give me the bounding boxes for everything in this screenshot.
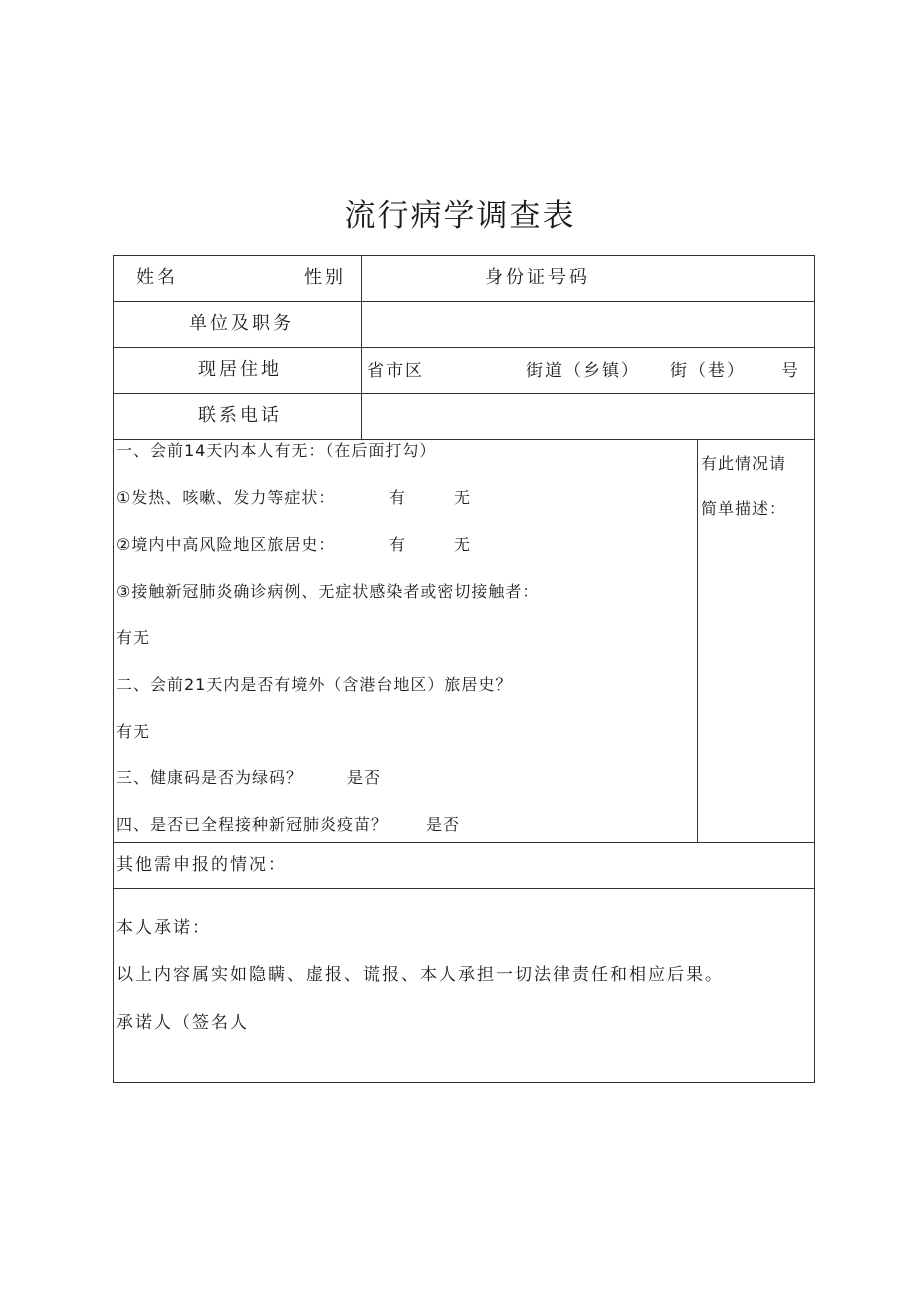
row-divider [114,842,814,843]
column-divider [361,256,362,439]
describe-hint-line-1: 有此情况请 [701,454,787,473]
question-1a-yes-option[interactable]: 有 [389,488,407,507]
province-city-district-text: 省市区 [367,361,424,381]
house-number-text: 号 [781,361,800,381]
question-1c-yes-no-options[interactable]: 有无 [116,628,151,647]
describe-hint-line-2: 简单描述： [701,499,787,518]
question-1-title: 一、会前14天内本人有无：（在后面打勾） [116,441,437,460]
row-divider [114,439,814,440]
question-2-yes-no-options[interactable]: 有无 [116,722,151,741]
street-township-text: 街道（乡镇） [526,361,640,381]
id-number-label: 身份证号码 [485,267,590,288]
question-3-yes-no-options[interactable]: 是否 [347,768,382,787]
question-4-yes-no-options[interactable]: 是否 [426,815,461,834]
pledge-signer: 承诺人（签名人 [116,1013,249,1033]
name-label: 姓名 [136,267,178,288]
gender-label: 性别 [304,267,346,288]
question-1b-no-option[interactable]: 无 [454,535,472,554]
question-1c-text: ③接触新冠肺炎确诊病例、无症状感染者或密切接触者： [116,582,540,601]
question-1b-yes-option[interactable]: 有 [389,535,407,554]
pledge-body: 以上内容属实如隐瞒、虚报、谎报、本人承担一切法律责任和相应后果。 [116,965,724,985]
phone-label: 联系电话 [198,405,282,426]
row-divider [114,888,814,889]
question-3-title: 三、健康码是否为绿码？ [116,768,304,787]
lane-text: 街（巷） [670,361,746,381]
question-2-title: 二、会前21天内是否有境外（含港台地区）旅居史？ [116,675,513,694]
question-1a-no-option[interactable]: 无 [454,488,472,507]
row-divider [114,301,814,302]
other-declaration-label: 其他需申报的情况： [116,855,287,875]
question-4-title: 四、是否已全程接种新冠肺炎疫苗？ [116,815,389,834]
page-title: 流行病学调查表 [344,198,576,234]
unit-position-field[interactable] [363,303,813,346]
row-divider [114,347,814,348]
residence-label: 现居住地 [198,359,282,380]
column-divider [697,439,698,842]
row-divider [114,393,814,394]
question-1b-text: ②境内中高风险地区旅居史： [116,535,336,554]
survey-form [113,255,815,1083]
question-1a-text: ①发热、咳嗽、发力等症状： [116,488,336,507]
pledge-title: 本人承诺： [116,918,211,938]
unit-position-label: 单位及职务 [189,313,294,334]
